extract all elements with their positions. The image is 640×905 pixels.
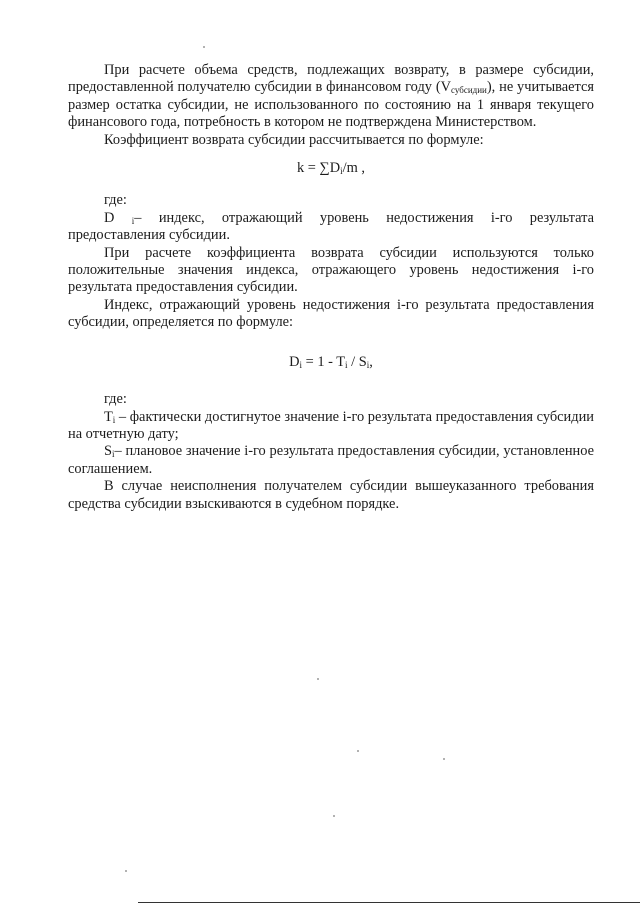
formula-text: k = ∑D xyxy=(296,160,341,177)
scan-speck xyxy=(443,758,445,760)
scan-speck xyxy=(203,46,205,48)
subscript: i xyxy=(112,414,116,425)
subscript: i xyxy=(345,359,348,370)
subscript: i xyxy=(299,359,303,370)
scan-speck xyxy=(357,750,359,752)
formula-text: D xyxy=(289,353,300,370)
formula-text: /m , xyxy=(342,160,366,177)
subscript: i xyxy=(131,215,135,226)
subscript: i xyxy=(366,359,370,370)
formula-text: = 1 - T xyxy=(302,353,346,370)
document-body xyxy=(68,62,594,513)
formula-text: / S xyxy=(347,353,367,370)
paragraph-return-volume xyxy=(68,62,594,132)
formula-coefficient xyxy=(68,160,594,177)
definition-d-index xyxy=(68,210,594,245)
scan-speck xyxy=(317,678,319,680)
paragraph-court-recovery: В случае неисполнения получателем субсидии вышеуказанного требования средства субсидии взыскиваются в судебном порядке. xyxy=(68,478,594,512)
subscript: i xyxy=(340,166,343,177)
definition-text: – индекс, отражающий уровень недостижения i-го результата предоставления субсидии. xyxy=(68,209,594,244)
where-label: где: xyxy=(104,192,127,209)
definition-text: – плановое значение i-го результата предоставления субсидии, установленное соглашением. xyxy=(68,443,594,477)
definition-text: – фактически достигнутое значение i-го результата предоставления субсидии на отчетную дату; xyxy=(68,408,594,442)
subscript: i xyxy=(112,449,115,460)
formula-text: , xyxy=(369,353,373,370)
scan-speck xyxy=(125,870,127,872)
paragraph-text: ), не учитывается размер остатка субсидии, не использованного по состоянию на 1 января текущего финансового года, потребность в котором не подтверждена Министерством. xyxy=(68,79,594,131)
definition-symbol: D xyxy=(104,209,132,226)
formula-index xyxy=(68,354,594,371)
paragraph-index-formula-intro: Индекс, отражающий уровень недостижения i-го результата предоставления субсидии, определяется по формуле: xyxy=(68,296,594,331)
definition-t-actual xyxy=(68,409,594,444)
page-edge-line xyxy=(138,902,640,903)
definition-s-planned xyxy=(68,443,594,478)
where-label: где: xyxy=(104,391,127,408)
definition-symbol: S xyxy=(104,443,113,460)
subscript: субсидии xyxy=(451,85,487,96)
paragraph-text: При расчете объема средств, подлежащих возврату, в размере субсидии, предоставленной получателю субсидии в финансовом году (V xyxy=(68,62,594,96)
scan-speck xyxy=(333,815,335,817)
definition-symbol: T xyxy=(104,408,113,425)
paragraph-coefficient-intro: Коэффициент возврата субсидии рассчитывается по формуле: xyxy=(104,131,484,148)
paragraph-positive-values: При расчете коэффициента возврата субсидии используются только положительные значения индекса, отражающего уровень недостижения i-го результата предоставления субсидии. xyxy=(68,244,594,296)
